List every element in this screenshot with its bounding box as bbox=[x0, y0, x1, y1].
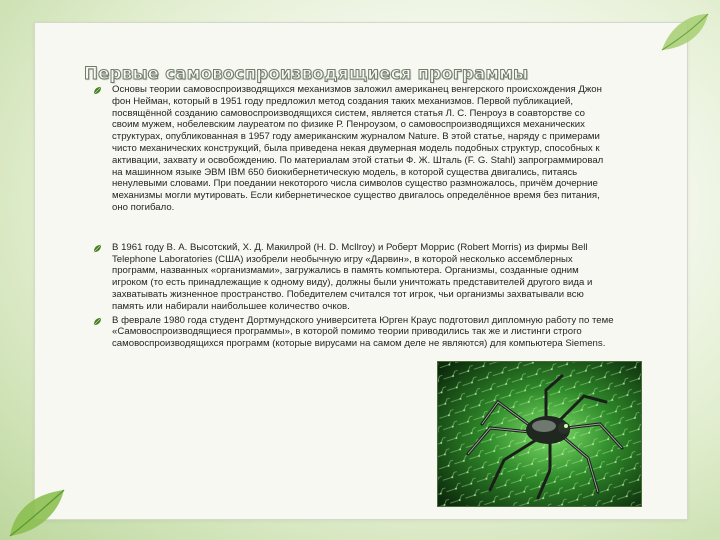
decorative-leaf-icon bbox=[660, 12, 710, 52]
decorative-leaf-icon bbox=[8, 488, 66, 538]
leaf-bullet-icon bbox=[93, 244, 102, 253]
bullet-text: Основы теории самовоспроизводящихся механизмов заложил американец венгерского происхождения Джон фон Нейман, который в 1951 году предложил метод создания таких механизмов. Первой публикацией, посвящённой созданию самовоспроизводящихся систем, является статья Л. С. Пенроуз в соавторстве со своим мужем, нобелевским лауреатом по физике Р. Пенроузом, о самовоспроизводящихся механических структурах, опубликованная в 1957 году американским журналом Nature. В этой статье, наряду с примерами чисто механических конструкций, была приведена некая двумерная модель подобных структур, способных к активации, захвату и освобождению. По материалам этой статьи Ф. Ж. Шталь (F. G. Stahl) запрограммировал на машинном языке ЭВМ IBM 650 биокибернетическую модель, в которой существа двигались, питаясь ненулевыми словами. При поедании некоторого числа символов существо размножалось, причём дочерние механизмы могли мутировать. Если кибернетическое существо двигалось определённое время без питания, оно погибало. bbox=[112, 84, 604, 213]
bullet-text: В феврале 1980 года студент Дортмундского университета Юрген Краус подготовил дипломную работу по теме «Самовоспроизводящиеся программы», в которой помимо теории приводились так же и листинги строго самовоспроизводящихся программ (которые вирусами на самом деле не являются) для компьютера Siemens. bbox=[112, 314, 614, 350]
bullet-list bbox=[92, 84, 614, 350]
leaf-bullet-icon bbox=[93, 317, 102, 326]
leaf-bullet-icon bbox=[93, 86, 102, 95]
bullet-text: В 1961 году В. А. Высотский, Х. Д. Макилрой (H. D. McIlroy) и Роберт Моррис (Robert Morris) из фирмы Bell Telephone Laboratories (США) изобрели необычную игру «Дарвин», в которой несколько ассемблерных программ, названных «организмами», загружались в память компьютера. Организмы, созданные одним игроком (то есть принадлежащие к одному виду), должны были уничтожать представителей другого вида и захватывать жизненное пространство. Победителем считался тот игрок, чьи организмы захватывали всю память или набирали наибольшее количество очков. bbox=[112, 241, 593, 312]
page-title: Первые самовоспроизводящиеся программы bbox=[84, 64, 529, 83]
list-item bbox=[92, 84, 614, 214]
list-item bbox=[92, 242, 614, 313]
robot-spider-image bbox=[437, 361, 642, 507]
list-item bbox=[92, 315, 614, 350]
